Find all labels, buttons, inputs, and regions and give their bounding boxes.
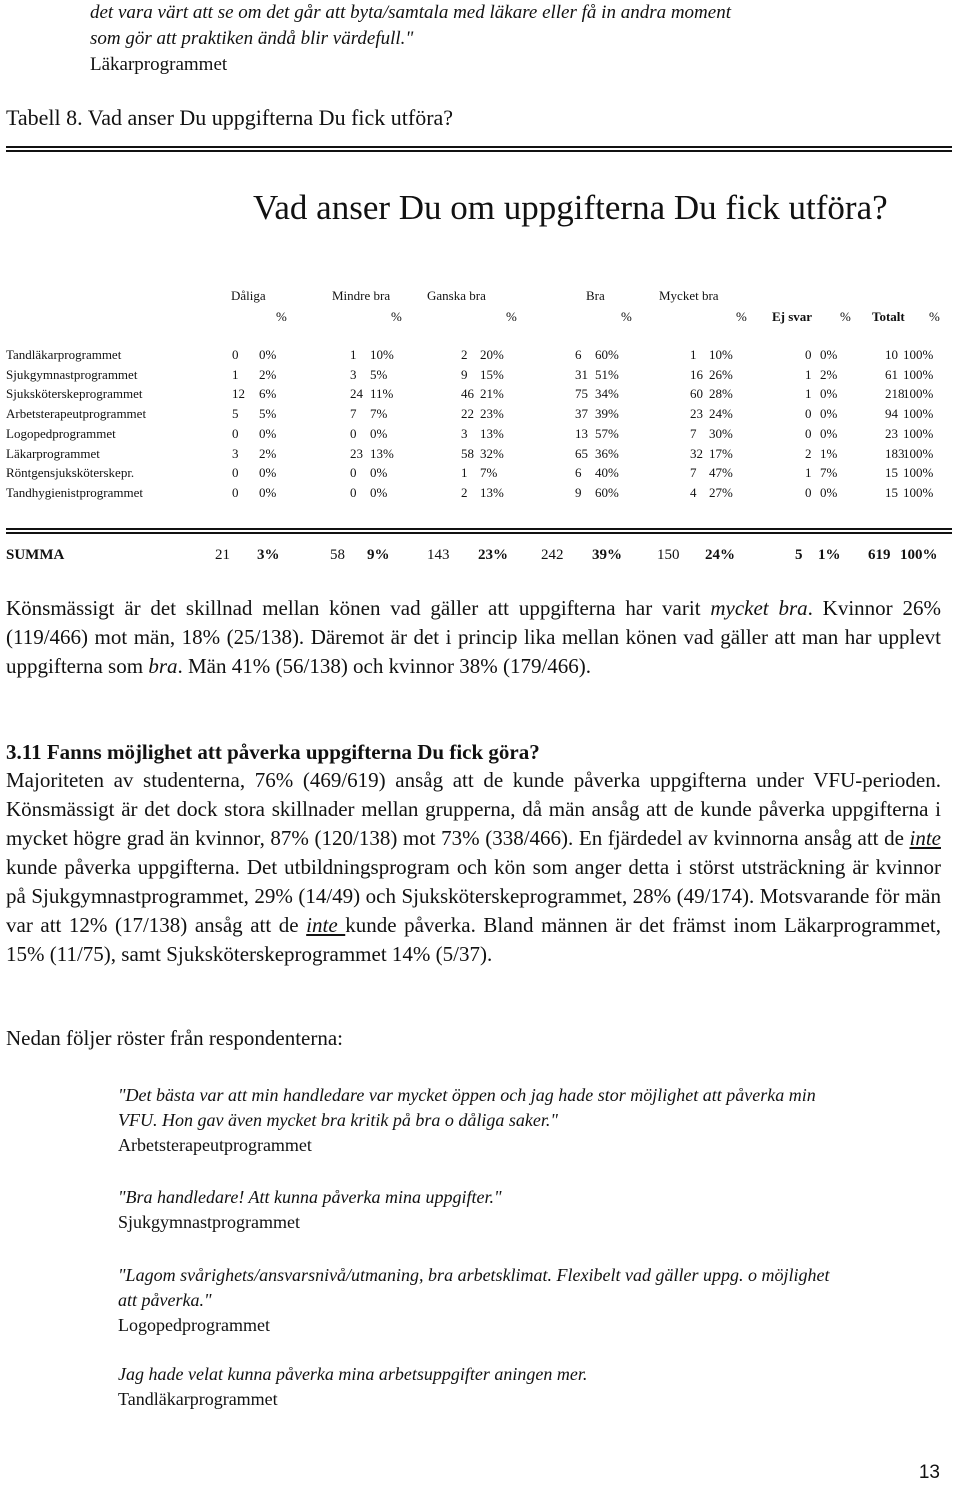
table-cell: 1 [690, 347, 697, 362]
table-cell: 10 [885, 347, 898, 362]
table-cell: 0 [805, 425, 812, 441]
table-row-label: Tandhygienistprogrammet [6, 484, 144, 500]
table-cell: 23% [480, 406, 504, 422]
table-cell: 0 [805, 347, 812, 362]
table-cell: 0 [350, 425, 357, 441]
table-cell: 0 [232, 425, 239, 441]
summa-cell: 23% [478, 547, 508, 563]
col-header-ej-svar: Ej svar [772, 309, 813, 324]
pct-header: % [391, 309, 402, 324]
table-cell: 23 [885, 425, 898, 441]
table-cell: 23 [690, 406, 703, 422]
table-cell: 16 [690, 366, 703, 382]
pct-header: % [506, 309, 517, 324]
table-row-label: Sjukgymnastprogrammet [6, 366, 138, 382]
table-row-label: Logopedprogrammet [6, 425, 116, 441]
summa-cell: 39% [592, 547, 622, 563]
summa-cell: 143 [427, 547, 450, 563]
table-cell: 1 [461, 465, 468, 481]
para2-underlined: inte [909, 826, 941, 850]
table-cell: 0% [820, 406, 838, 422]
table-cell: 60% [595, 484, 619, 500]
table-cell: 20% [480, 347, 504, 362]
table-cell: 60 [690, 386, 703, 402]
paragraph-influence [6, 766, 941, 969]
table-cell: 1 [805, 366, 812, 382]
voices-intro: Nedan följer röster från respondenterna: [6, 1026, 344, 1050]
table-cell: 21% [480, 386, 504, 402]
table-cell: 2% [820, 366, 838, 382]
table-cell: 218 [885, 386, 905, 402]
table-cell: 3 [461, 425, 468, 441]
table-cell: 7% [820, 465, 838, 481]
table-cell: 100% [903, 445, 934, 461]
table-cell: 5% [370, 366, 388, 382]
table-cell: 61 [885, 366, 898, 382]
table-cell: 9 [461, 366, 468, 382]
table-cell: 51% [595, 366, 619, 382]
table-cell: 0% [370, 425, 388, 441]
section-heading: 3.11 Fanns möjlighet att påverka uppgifterna Du fick göra? [6, 740, 540, 764]
summa-cell: 24% [705, 547, 735, 563]
table-cell: 10% [709, 347, 733, 362]
table-cell: 75 [575, 386, 588, 402]
quote-text: "Lagom svårighets/ansvarsnivå/utmaning, bra arbetsklimat. Flexibelt vad gäller uppg. o möjlighet att påverka." [118, 1265, 830, 1310]
table-cell: 13% [480, 425, 504, 441]
table-cell: 58 [461, 445, 474, 461]
table-cell: 13% [370, 445, 394, 461]
col-header-ganska-bra: Ganska bra [427, 288, 486, 303]
table-cell: 57% [595, 425, 619, 441]
quote-text: Jag hade velat kunna påverka mina arbetsuppgifter aningen mer. [118, 1364, 588, 1384]
pct-header: % [929, 309, 940, 324]
pct-header: % [840, 309, 851, 324]
col-header-bra: Bra [586, 288, 605, 303]
table-cell: 11% [370, 386, 394, 402]
table-cell: 2 [805, 445, 812, 461]
table-cell: 1 [232, 366, 239, 382]
table-top-rule [6, 146, 952, 148]
table-cell: 0% [259, 484, 277, 500]
table-cell: 22 [461, 406, 474, 422]
para2-underlined: inte [306, 913, 346, 937]
table-cell: 24% [709, 406, 733, 422]
summa-label: SUMMA [6, 547, 65, 563]
table-cell: 0 [232, 465, 239, 481]
table-cell: 7 [690, 465, 697, 481]
table-bottom-rule [6, 528, 952, 530]
table-cell: 2% [259, 366, 277, 382]
page-number: 13 [918, 1462, 940, 1483]
para1-text: Könsmässigt är det skillnad mellan könen vad gäller att uppgifterna har varit [6, 596, 711, 620]
top-quote-line1: det vara värt att se om det går att byta/samtala med läkare eller få in andra moment [90, 2, 731, 23]
para1-italic: bra [148, 654, 178, 678]
table-cell: 100% [903, 484, 934, 500]
para1-text: . Kvinnor 26% (119/466) mot män, 18% (25/138). Däremot är det i princip lika mellan könen vad gäller att man har upplevt uppgifterna som [6, 596, 941, 678]
pct-header: % [621, 309, 632, 324]
table-cell: 15 [885, 484, 898, 500]
table-cell: 0% [820, 347, 838, 362]
summa-cell: 58 [330, 547, 345, 563]
table-row-label: Tandläkarprogrammet [6, 347, 122, 362]
table-cell: 6 [575, 347, 582, 362]
para1-text: . Män 41% (56/138) och kvinnor 38% (179/466). [177, 654, 592, 678]
table-row-label: Röntgensjuksköterskepr. [6, 465, 135, 481]
table-cell: 0% [259, 465, 277, 481]
table-cell: 32 [690, 445, 703, 461]
quote-4 [118, 1362, 838, 1412]
table-cell: 15 [885, 465, 898, 481]
table-cell: 1 [805, 386, 812, 402]
quote-text: "Det bästa var att min handledare var mycket öppen och jag hade stor möjlighet att påverka min VFU. Hon gav även mycket bra kritik på bra o dåliga saker." [118, 1085, 816, 1130]
quote-source: Arbetsterapeutprogrammet [118, 1135, 312, 1155]
table-cell: 12 [232, 386, 245, 402]
table-cell: 0% [370, 484, 388, 500]
summa-cell: 5 [795, 547, 803, 563]
table-cell: 2% [259, 445, 277, 461]
summa-cell: 9% [367, 547, 390, 563]
top-quote-line2: som gör att praktiken ändå blir värdefull." [90, 28, 414, 49]
summa-cell: 3% [257, 547, 280, 563]
para1-italic: mycket bra [710, 596, 808, 620]
pct-header: % [736, 309, 747, 324]
table-cell: 24 [350, 386, 363, 402]
quote-3 [118, 1263, 838, 1338]
table-cell: 183 [885, 445, 905, 461]
table-cell: 60% [595, 347, 619, 362]
table-cell: 17% [709, 445, 733, 461]
table-cell: 9 [575, 484, 582, 500]
table-cell: 1 [805, 465, 812, 481]
table-cell: 65 [575, 445, 588, 461]
table-cell: 10% [370, 347, 394, 362]
table-cell: 0% [820, 484, 838, 500]
quote-text: "Bra handledare! Att kunna påverka mina uppgifter." [118, 1187, 502, 1207]
para2-text: kunde påverka uppgifterna. Det utbildningsprogram och kön som anger detta i störst utsträckning är kvinnor på Sjukgymnastprogrammet, 29% (14/49) och Sjuksköterskeprogrammet, 28% (49/174). Motsvarande för män var att 12% (17/138) ansåg att de [6, 855, 941, 937]
table-cell: 1 [350, 347, 357, 362]
table-cell: 100% [903, 425, 934, 441]
table-cell: 46 [461, 386, 474, 402]
col-header-mycket-bra: Mycket bra [659, 288, 719, 303]
table-cell: 3 [350, 366, 357, 382]
table-cell: 39% [595, 406, 619, 422]
table-cell: 23 [350, 445, 363, 461]
table-cell: 28% [709, 386, 733, 402]
table-cell: 6 [575, 465, 582, 481]
top-quote [90, 0, 731, 78]
table-cell: 36% [595, 445, 619, 461]
table-cell: 94 [885, 406, 898, 422]
table-row-label: Läkarprogrammet [6, 445, 100, 461]
col-header-totalt: Totalt [872, 309, 905, 324]
table-cell: 5% [259, 406, 277, 422]
col-header-mindre-bra: Mindre bra [332, 288, 391, 303]
figure-title: Vad anser Du om uppgifterna Du fick utföra? [253, 188, 888, 227]
top-quote-source: Läkarprogrammet [90, 54, 228, 75]
table-cell: 34% [595, 386, 619, 402]
table-cell: 7% [480, 465, 498, 481]
table-cell: 26% [709, 366, 733, 382]
table-cell: 32% [480, 445, 504, 461]
table-cell: 4 [690, 484, 697, 500]
table-cell: 100% [903, 406, 934, 422]
col-header-daliga: Dåliga [231, 288, 266, 303]
quote-source: Logopedprogrammet [118, 1315, 270, 1335]
table-cell: 2 [461, 484, 468, 500]
table-cell: 0 [350, 484, 357, 500]
table-cell: 100% [903, 465, 934, 481]
table-cell: 7 [690, 425, 697, 441]
table-cell: 5 [232, 406, 239, 422]
table-cell: 40% [595, 465, 619, 481]
summa-cell: 1% [818, 547, 841, 563]
table-cell: 1% [820, 445, 838, 461]
table-cell: 13% [480, 484, 504, 500]
summa-cell: 150 [657, 547, 680, 563]
summa-cell: 619 [868, 547, 891, 563]
pct-header: % [276, 309, 287, 324]
table-cell: 3 [232, 445, 239, 461]
table-cell: 0% [820, 425, 838, 441]
table-cell: 15% [480, 366, 504, 382]
table-cell: 100% [903, 347, 934, 362]
table-cell: 13 [575, 425, 588, 441]
summa-cell: 100% [900, 547, 938, 563]
table-cell: 0 [232, 347, 239, 362]
table-cell: 0% [820, 386, 838, 402]
para2-text: kunde påverka. Bland männen är det främst inom Läkarprogrammet, 15% (11/75), samt Sjuksköterskeprogrammet 14% (5/37). [6, 913, 942, 966]
table-cell: 31 [575, 366, 588, 382]
quote-1 [118, 1083, 838, 1158]
table-cell: 0% [259, 347, 277, 362]
table-row-label: Arbetsterapeutprogrammet [6, 406, 147, 422]
para2-text: Majoriteten av studenterna, 76% (469/619) ansåg att de kunde påverka uppgifterna under VFU-perioden. Könsmässigt är det dock stora skillnader mellan grupperna, då män ansåg att de kunde påverka uppgifterna i mycket högre grad än kvinnor, 87% (120/138) mot 73% (338/466). En fjärdedel av kvinnorna ansåg att de [6, 768, 941, 850]
table-cell: 0 [805, 484, 812, 500]
table-cell: 37 [575, 406, 588, 422]
table-cell: 27% [709, 484, 733, 500]
table-cell: 6% [259, 386, 277, 402]
table-cell: 100% [903, 366, 934, 382]
table-cell: 30% [709, 425, 733, 441]
table-cell: 0% [370, 465, 388, 481]
quote-2 [118, 1185, 838, 1235]
quote-source: Tandläkarprogrammet [118, 1389, 278, 1409]
summa-cell: 242 [541, 547, 564, 563]
table-cell: 7 [350, 406, 357, 422]
table-row-label: Sjuksköterskeprogrammet [6, 386, 143, 402]
summa-cell: 21 [215, 547, 230, 563]
quote-source: Sjukgymnastprogrammet [118, 1212, 300, 1232]
table-cell: 2 [461, 347, 468, 362]
paragraph-gender-diff [6, 594, 941, 681]
table-cell: 0 [232, 484, 239, 500]
table-cell: 47% [709, 465, 733, 481]
table-cell: 0% [259, 425, 277, 441]
table-cell: 7% [370, 406, 388, 422]
table-cell: 100% [903, 386, 934, 402]
table-cell: 0 [350, 465, 357, 481]
table-cell: 0 [805, 406, 812, 422]
table-caption: Tabell 8. Vad anser Du uppgifterna Du fick utföra? [6, 105, 454, 130]
